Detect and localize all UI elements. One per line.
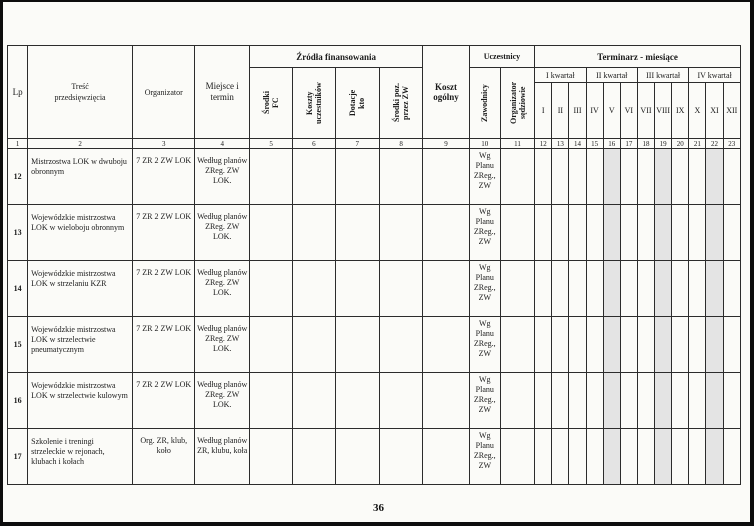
header-srodki-poz: Środki poz. przez ZW xyxy=(379,68,422,139)
table-row xyxy=(8,429,741,485)
empty-cell xyxy=(500,317,534,373)
month-cell xyxy=(723,317,740,373)
empty-cell xyxy=(423,261,469,317)
header-month: IX xyxy=(672,83,689,139)
month-cell xyxy=(569,429,586,485)
month-cell xyxy=(637,261,654,317)
month-cell xyxy=(655,149,672,205)
column-number: 22 xyxy=(706,139,723,149)
column-number: 2 xyxy=(28,139,133,149)
month-cell xyxy=(706,205,723,261)
header-month: VI xyxy=(620,83,637,139)
header-lp: Lp xyxy=(8,46,28,139)
month-cell xyxy=(620,373,637,429)
empty-cell xyxy=(335,317,379,373)
header-month: XI xyxy=(706,83,723,139)
row-miejsce: Według planów ZReg. ZW LOK. xyxy=(195,149,249,205)
header-kwartal-2: II kwartał xyxy=(586,68,637,83)
month-cell xyxy=(535,373,552,429)
row-organizator: Org. ZR, klub, koło xyxy=(132,429,195,485)
month-cell xyxy=(723,149,740,205)
header-month: VIII xyxy=(655,83,672,139)
column-number: 17 xyxy=(620,139,637,149)
month-cell xyxy=(689,205,706,261)
header-month: I xyxy=(535,83,552,139)
column-number: 6 xyxy=(293,139,335,149)
header-tresc: Treść przedsięwzięcia xyxy=(28,46,133,139)
month-cell xyxy=(603,261,620,317)
header-koszt-ogolny: Koszt ogólny xyxy=(423,46,469,139)
empty-cell xyxy=(335,373,379,429)
empty-cell xyxy=(335,149,379,205)
header-organizator: Organizator xyxy=(132,46,195,139)
empty-cell xyxy=(379,317,422,373)
month-cell xyxy=(655,429,672,485)
month-cell xyxy=(689,373,706,429)
header-kwartal-3: III kwartał xyxy=(637,68,688,83)
table-row xyxy=(8,205,741,261)
month-cell xyxy=(672,149,689,205)
column-number: 3 xyxy=(132,139,195,149)
page-number: 36 xyxy=(373,502,384,514)
month-cell xyxy=(586,317,603,373)
month-cell xyxy=(603,149,620,205)
row-organizator: 7 ZR 2 ZW LOK xyxy=(132,149,195,205)
empty-cell xyxy=(335,205,379,261)
header-month: XII xyxy=(723,83,740,139)
header-month: V xyxy=(603,83,620,139)
empty-cell xyxy=(379,205,422,261)
month-cell xyxy=(672,205,689,261)
column-number-row xyxy=(8,139,741,149)
month-cell xyxy=(552,373,569,429)
column-number: 23 xyxy=(723,139,740,149)
column-number: 14 xyxy=(569,139,586,149)
empty-cell xyxy=(500,261,534,317)
month-cell xyxy=(535,205,552,261)
month-cell xyxy=(637,429,654,485)
month-cell xyxy=(552,317,569,373)
header-kwartal-4: IV kwartał xyxy=(689,68,741,83)
month-cell xyxy=(603,317,620,373)
empty-cell xyxy=(293,261,335,317)
header-month: IV xyxy=(586,83,603,139)
table-row xyxy=(8,373,741,429)
month-cell xyxy=(569,205,586,261)
row-organizator: 7 ZR 2 ZW LOK xyxy=(132,317,195,373)
month-cell xyxy=(672,429,689,485)
row-tresc: Wojewódzkie mistrzostwa LOK w strzelectwie pneumatycznym xyxy=(28,317,133,373)
header-terminarz: Terminarz - miesiące xyxy=(535,46,741,68)
month-cell xyxy=(620,149,637,205)
empty-cell xyxy=(423,429,469,485)
month-cell xyxy=(655,205,672,261)
month-cell xyxy=(706,317,723,373)
column-number: 10 xyxy=(469,139,500,149)
empty-cell xyxy=(293,149,335,205)
month-cell xyxy=(535,149,552,205)
month-cell xyxy=(655,261,672,317)
month-cell xyxy=(603,205,620,261)
column-number: 12 xyxy=(535,139,552,149)
month-cell xyxy=(586,373,603,429)
empty-cell xyxy=(249,373,292,429)
month-cell xyxy=(706,261,723,317)
month-cell xyxy=(689,429,706,485)
empty-cell xyxy=(423,205,469,261)
month-cell xyxy=(672,317,689,373)
month-cell xyxy=(552,149,569,205)
empty-cell xyxy=(293,429,335,485)
month-cell xyxy=(689,149,706,205)
column-number: 8 xyxy=(379,139,422,149)
row-zawodnicy: Wg Planu ZReg., ZW xyxy=(469,149,500,205)
column-number: 5 xyxy=(249,139,292,149)
column-number: 7 xyxy=(335,139,379,149)
column-number: 13 xyxy=(552,139,569,149)
row-lp: 17 xyxy=(8,429,28,485)
month-cell xyxy=(723,429,740,485)
column-number: 4 xyxy=(195,139,249,149)
column-number: 21 xyxy=(689,139,706,149)
month-cell xyxy=(672,373,689,429)
table-row xyxy=(8,317,741,373)
header-miejsce: Miejsce i termin xyxy=(195,46,249,139)
empty-cell xyxy=(379,261,422,317)
table-row xyxy=(8,149,741,205)
header-dotacje: Dotacje kto xyxy=(335,68,379,139)
header-kwartal-1: I kwartał xyxy=(535,68,586,83)
column-number: 11 xyxy=(500,139,534,149)
empty-cell xyxy=(423,149,469,205)
empty-cell xyxy=(249,261,292,317)
row-lp: 13 xyxy=(8,205,28,261)
row-tresc: Wojewódzkie mistrzostwa LOK w strzelectwie kulowym xyxy=(28,373,133,429)
month-cell xyxy=(672,261,689,317)
header-srodki-fc: Środki FC xyxy=(249,68,292,139)
table-row xyxy=(8,261,741,317)
empty-cell xyxy=(379,149,422,205)
month-cell xyxy=(620,205,637,261)
month-cell xyxy=(552,261,569,317)
month-cell xyxy=(637,149,654,205)
month-cell xyxy=(620,429,637,485)
empty-cell xyxy=(249,429,292,485)
row-organizator: 7 ZR 2 ZW LOK xyxy=(132,261,195,317)
row-organizator: 7 ZR 2 ZW LOK xyxy=(132,373,195,429)
month-cell xyxy=(706,373,723,429)
row-tresc: Wojewódzkie mistrzostwa LOK w strzelaniu KZR xyxy=(28,261,133,317)
month-cell xyxy=(723,373,740,429)
column-number: 15 xyxy=(586,139,603,149)
empty-cell xyxy=(249,317,292,373)
month-cell xyxy=(586,261,603,317)
month-cell xyxy=(535,317,552,373)
month-cell xyxy=(569,373,586,429)
month-cell xyxy=(706,149,723,205)
empty-cell xyxy=(293,205,335,261)
row-zawodnicy: Wg Planu ZReg., ZW xyxy=(469,261,500,317)
month-cell xyxy=(586,429,603,485)
empty-cell xyxy=(249,205,292,261)
column-number: 16 xyxy=(603,139,620,149)
row-lp: 16 xyxy=(8,373,28,429)
row-miejsce: Według planów ZReg. ZW LOK. xyxy=(195,261,249,317)
header-month: X xyxy=(689,83,706,139)
empty-cell xyxy=(293,373,335,429)
month-cell xyxy=(689,261,706,317)
empty-cell xyxy=(500,149,534,205)
month-cell xyxy=(655,317,672,373)
month-cell xyxy=(603,373,620,429)
row-miejsce: Według planów ZReg. ZW LOK. xyxy=(195,205,249,261)
month-cell xyxy=(535,261,552,317)
row-miejsce: Według planów ZReg. ZW LOK. xyxy=(195,373,249,429)
month-cell xyxy=(723,261,740,317)
header-month: III xyxy=(569,83,586,139)
empty-cell xyxy=(379,429,422,485)
header-koszty-uczestnikow: Koszty uczestników xyxy=(293,68,335,139)
month-cell xyxy=(723,205,740,261)
header-zawodnicy: Zawodnicy xyxy=(469,68,500,139)
row-zawodnicy: Wg Planu ZReg., ZW xyxy=(469,373,500,429)
empty-cell xyxy=(379,373,422,429)
row-zawodnicy: Wg Planu ZReg., ZW xyxy=(469,429,500,485)
row-lp: 15 xyxy=(8,317,28,373)
document-page xyxy=(3,2,750,522)
empty-cell xyxy=(293,317,335,373)
header-month: II xyxy=(552,83,569,139)
empty-cell xyxy=(249,149,292,205)
month-cell xyxy=(655,373,672,429)
empty-cell xyxy=(500,373,534,429)
empty-cell xyxy=(423,373,469,429)
row-miejsce: Według planów ZReg. ZW LOK. xyxy=(195,317,249,373)
row-miejsce: Według planów ZR, klubu, koła xyxy=(195,429,249,485)
row-lp: 12 xyxy=(8,149,28,205)
header-month: VII xyxy=(637,83,654,139)
column-number: 20 xyxy=(672,139,689,149)
month-cell xyxy=(620,261,637,317)
column-number: 1 xyxy=(8,139,28,149)
row-organizator: 7 ZR 2 ZW LOK xyxy=(132,205,195,261)
empty-cell xyxy=(335,429,379,485)
month-cell xyxy=(637,317,654,373)
empty-cell xyxy=(500,429,534,485)
month-cell xyxy=(637,205,654,261)
row-lp: 14 xyxy=(8,261,28,317)
month-cell xyxy=(586,149,603,205)
month-cell xyxy=(569,149,586,205)
month-cell xyxy=(569,261,586,317)
month-cell xyxy=(706,429,723,485)
row-zawodnicy: Wg Planu ZReg., ZW xyxy=(469,205,500,261)
month-cell xyxy=(535,429,552,485)
empty-cell xyxy=(335,261,379,317)
empty-cell xyxy=(423,317,469,373)
month-cell xyxy=(603,429,620,485)
month-cell xyxy=(637,373,654,429)
column-number: 19 xyxy=(655,139,672,149)
month-cell xyxy=(552,205,569,261)
month-cell xyxy=(689,317,706,373)
header-zrodla-finansowania: Źródła finansowania xyxy=(249,46,422,68)
event-plan-table xyxy=(7,45,741,485)
month-cell xyxy=(586,205,603,261)
column-number: 9 xyxy=(423,139,469,149)
empty-cell xyxy=(500,205,534,261)
month-cell xyxy=(552,429,569,485)
row-tresc: Szkolenie i treningi strzeleckie w rejonach, klubach i kołach xyxy=(28,429,133,485)
row-tresc: Wojewódzkie mistrzostwa LOK w wieloboju obronnym xyxy=(28,205,133,261)
header-uczestnicy: Uczestnicy xyxy=(469,46,535,68)
header-organizator-sedziowie: Organizator sędziowie xyxy=(500,68,534,139)
row-zawodnicy: Wg Planu ZReg., ZW xyxy=(469,317,500,373)
column-number: 18 xyxy=(637,139,654,149)
row-tresc: Mistrzostwa LOK w dwuboju obronnym xyxy=(28,149,133,205)
month-cell xyxy=(620,317,637,373)
month-cell xyxy=(569,317,586,373)
